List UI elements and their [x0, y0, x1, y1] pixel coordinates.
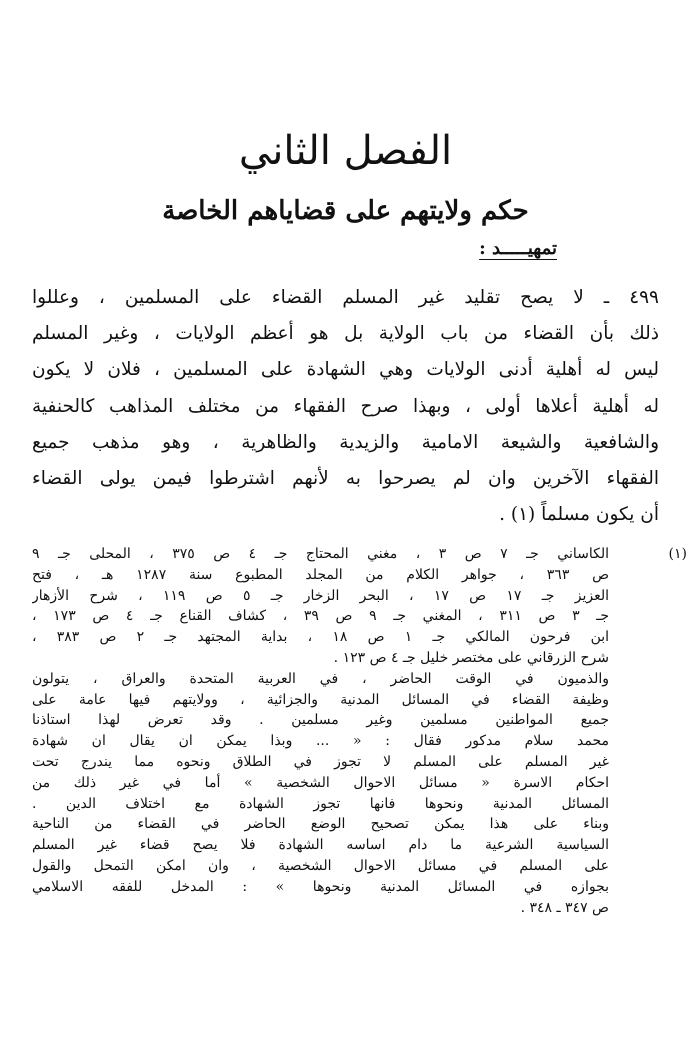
- footnote-line: ابن فرحون المالكي جـ ١ ص ١٨ ، بداية المجتهد جـ ٢ ص ٣٨٣ ،: [32, 629, 609, 646]
- footnote-line: المسائل المدنية ونحوها فانها تجوز الشهادة مع اختلاف الدين .: [32, 795, 609, 812]
- footnote-line: محمد سلام مدكور فقال : « ... وبذا يمكن ان يقال ان شهادة: [32, 733, 609, 750]
- footnote-note: [32, 669, 609, 919]
- chapter-heading: الفصل الثاني: [238, 128, 453, 174]
- footnote-marker: (١): [668, 546, 687, 562]
- body-line: ٤٩٩ ـ لا يصح تقليد غير المسلم القضاء على المسلمين ، وعللوا: [32, 287, 659, 308]
- footnote-line: غير المسلم على المسلم لا تجوز في الطلاق ونحوه مما يندرج تحت: [32, 753, 609, 770]
- footnote-line: وبناء على هذا يمكن تصحيح الوضع الحاضر في القضاء من الناحية: [32, 816, 609, 833]
- footnote-line: احكام الاسرة « مسائل الاحوال الشخصية » أما في غير ذلك من: [32, 774, 609, 791]
- footnote-line: الكاساني جـ ٧ ص ٣ ، مغني المحتاج جـ ٤ ص ٣٧٥ ، المحلى جـ ٩: [32, 546, 609, 562]
- footnote-line: جـ ٣ ص ٣١١ ، المغني جـ ٩ ص ٣٩ ، كشاف القناع جـ ٤ ص ١٧٣ ،: [32, 608, 609, 625]
- footnote-line: جميع المواطنين مسلمين وغير مسلمين . وقد تعرض لهذا استاذنا: [32, 712, 609, 729]
- body-line: أن يكون مسلماً (١) .: [499, 504, 659, 526]
- body-line: ليس له أهلية أدنى الولايات وهي الشهادة على المسلمين ، فلان لا يكون: [32, 359, 659, 381]
- body-paragraph: [32, 280, 659, 533]
- section-title: حكم ولايتهم على قضاياهم الخاصة: [162, 196, 529, 226]
- footnotes: [32, 544, 659, 918]
- footnote-line: والذميون في الوقت الحاضر ، في العربية المتحدة والعراق ، يتولون: [32, 670, 609, 687]
- footnote-line: السياسية الشرعية ما دام اساسه الشهادة فلا يصح قضاء غير المسلم: [32, 837, 609, 854]
- footnote-line: العزيز جـ ١٧ ص ١٧ ، البحر الزخار جـ ٥ ص ١١٩ ، شرح الأزهار: [32, 587, 609, 604]
- footnote-line: ص ٣٦٣ ، جواهر الكلام من المجلد المطبوع سنة ١٢٨٧ هـ ، فتح: [32, 566, 609, 583]
- intro-label: تمهيـــــد :: [479, 238, 557, 259]
- footnote-line: وظيفة القضاء في المسائل المدنية والجزائية ، وولايتهم فيها عامة على: [32, 691, 609, 708]
- footnote-line: على المسلم في مسائل الاحوال الشخصية ، وان امكن التمحل والقول: [32, 857, 609, 874]
- footnote-sources: [32, 544, 609, 669]
- body-line: الفقهاء الآخرين وان لم يصرحوا به لأنهم اشترطوا فيمن يولى القضاء: [32, 467, 659, 489]
- footnote-line: شرح الزرقاني على مختصر خليل جـ ٤ ص ١٢٣ .: [333, 649, 609, 666]
- body-line: له أهلية أعلاها أولى ، وبهذا صرح الفقهاء من مختلف المذاهب كالحنفية: [32, 395, 659, 417]
- body-line: والشافعية والشيعة الامامية والزيدية والظاهرية ، وهو مذهب جميع: [32, 431, 659, 453]
- footnote-line: بجوازه في المسائل المدنية ونحوها » : المدخل للفقه الاسلامي: [32, 878, 609, 895]
- footnote-line: ص ٣٤٧ ـ ٣٤٨ .: [520, 899, 609, 916]
- body-line: ذلك بأن القضاء من باب الولاية بل هو أعظم الولايات ، وغير المسلم: [32, 323, 659, 345]
